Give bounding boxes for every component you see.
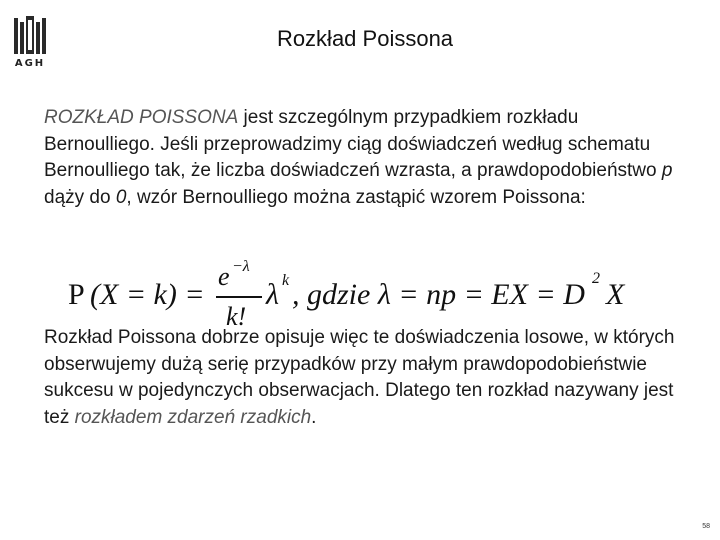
fraction-bar bbox=[216, 296, 262, 298]
rare-events-term: rozkładem zdarzeń rzadkich bbox=[74, 406, 312, 428]
intro-text-3: , wzór Bernoulliego można zastąpić wzorem Poissona: bbox=[126, 186, 586, 208]
formula-rest: , gdzie λ = np = EX = D bbox=[292, 278, 585, 311]
formula-exponent: −λ bbox=[232, 258, 250, 275]
variable-p: p bbox=[661, 160, 673, 181]
description-text-1: Rozkład Poissona dobrze opisuje więc te doświadczenia losowe, w których obserwujemy dużą serię przypadków przy małym prawdopodobieństwie sukcesu w pojedynczych obserwacjach. Dlatego ten rozkład nazywany jest też bbox=[44, 327, 675, 428]
logo-text: AGH bbox=[14, 58, 46, 69]
formula-k-exponent: k bbox=[282, 272, 290, 289]
formula-lhs: (X = k) = bbox=[90, 278, 205, 311]
lead-term: ROZKŁAD POISSONA bbox=[44, 107, 239, 128]
paragraph-description bbox=[44, 325, 684, 431]
intro-text-1: jest szczególnym przypadkiem rozkładu Bernoulliego. Jeśli przeprowadzimy ciąg doświadczeń według schematu Bernoulliego tak, że liczba doświadczeń wzrasta, a prawdopodobieństwo bbox=[44, 107, 662, 181]
formula-x-end: X bbox=[606, 278, 625, 311]
paragraph-intro bbox=[44, 105, 684, 211]
formula-denominator: k! bbox=[226, 302, 247, 331]
formula-p: P bbox=[68, 278, 85, 311]
value-zero: 0 bbox=[115, 186, 127, 208]
description-text-2: . bbox=[311, 406, 317, 428]
formula-d-exponent: 2 bbox=[592, 270, 600, 287]
page-number: 58 bbox=[702, 523, 710, 530]
formula-numerator: e bbox=[218, 262, 230, 291]
formula-lambda: λ bbox=[266, 278, 279, 311]
intro-text-2: dąży do bbox=[44, 186, 116, 208]
slide-title: Rozkład Poissona bbox=[276, 26, 454, 51]
